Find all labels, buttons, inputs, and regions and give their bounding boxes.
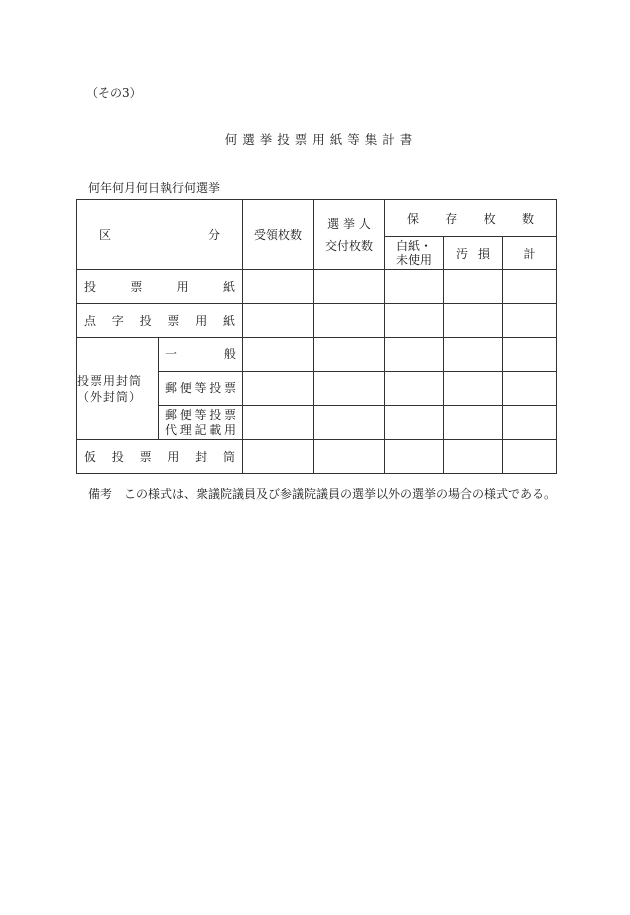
cell-empty — [444, 372, 503, 406]
cell-empty — [243, 406, 314, 440]
row-label-char: 紙 — [222, 280, 235, 294]
header-voter-issued-line2: 交付枚数 — [324, 238, 373, 253]
header-total-label: 計 — [523, 246, 536, 261]
row-group-envelope — [77, 338, 159, 440]
header-blank-line2: 未使用 — [395, 253, 432, 267]
header-soiled — [444, 237, 503, 270]
header-voter-issued-line1: 選 挙 人 — [327, 216, 371, 231]
row-label-char: 記 — [194, 422, 207, 437]
row-label-char: 投 — [111, 450, 124, 464]
row-label-char: 用 — [223, 422, 236, 437]
cell-empty — [314, 304, 385, 338]
cell-empty — [444, 440, 503, 474]
cell-empty — [243, 270, 314, 304]
header-blank-unused — [385, 237, 444, 270]
header-received-label: 受領枚数 — [253, 228, 302, 242]
cell-empty — [503, 406, 557, 440]
cell-empty — [314, 372, 385, 406]
cell-empty — [385, 440, 444, 474]
header-storage-count — [385, 200, 557, 237]
cell-empty — [385, 270, 444, 304]
row-label-char: 投 — [139, 314, 152, 328]
cell-empty — [503, 440, 557, 474]
cell-empty — [314, 338, 385, 372]
row-label-char: 用 — [167, 450, 180, 464]
document-title: 何選挙投票用紙等集計書 — [224, 132, 418, 147]
remark-note — [88, 485, 556, 502]
row-label-ballot-paper — [77, 270, 243, 304]
row-label-char: 便 — [179, 407, 192, 422]
header-storage-char: 数 — [521, 211, 534, 226]
cell-empty — [314, 406, 385, 440]
table-row — [77, 440, 557, 474]
header-storage-char: 保 — [407, 211, 420, 226]
header-received-count — [243, 200, 314, 270]
row-label-provisional-envelope — [77, 440, 243, 474]
row-label-char: 便 — [179, 381, 192, 395]
cell-empty — [444, 338, 503, 372]
header-category-char: 区 — [99, 228, 112, 242]
header-voter-issued-count — [314, 200, 385, 270]
election-name-label: 何年何月何日執行何選挙 — [88, 181, 221, 195]
row-label-char: 投 — [209, 407, 222, 422]
cell-empty — [385, 338, 444, 372]
cell-empty — [503, 304, 557, 338]
cell-empty — [385, 372, 444, 406]
row-label-postal-proxy — [159, 406, 243, 440]
header-category — [77, 200, 243, 270]
form-number-note: （その3） — [86, 86, 142, 100]
row-label-char: 字 — [111, 314, 124, 328]
envelope-group-line2: （外封筒） — [77, 389, 143, 404]
header-storage-char: 存 — [445, 211, 458, 226]
row-label-char: 封 — [195, 450, 208, 464]
row-label-char: 投 — [209, 381, 222, 395]
header-soiled-char: 汚 — [456, 246, 469, 261]
row-label-char: 筒 — [222, 450, 235, 464]
cell-empty — [314, 440, 385, 474]
row-label-char: 仮 — [84, 450, 97, 464]
row-label-general — [159, 338, 243, 372]
row-label-char: 紙 — [222, 314, 235, 328]
row-label-char: 郵 — [165, 381, 178, 395]
cell-empty — [503, 372, 557, 406]
row-label-char: 票 — [167, 314, 180, 328]
header-total — [503, 237, 557, 270]
cell-empty — [385, 406, 444, 440]
envelope-group-line1: 投票用封筒 — [77, 373, 143, 388]
row-label-char: 用 — [195, 314, 208, 328]
row-label-char: 投 — [84, 280, 97, 294]
cell-empty — [243, 338, 314, 372]
row-label-char: 般 — [223, 347, 236, 361]
row-label-char: 一 — [165, 347, 178, 361]
row-label-char: 載 — [209, 422, 222, 437]
table-row — [77, 270, 557, 304]
remark-text: この様式は、衆議院議員及び参議院議員の選挙以外の選挙の場合の様式である。 — [124, 487, 557, 501]
row-label-char: 票 — [130, 280, 143, 294]
row-label-char: 理 — [179, 422, 192, 437]
row-label-char: 票 — [223, 381, 236, 395]
row-label-braille-ballot — [77, 304, 243, 338]
row-label-char: 代 — [165, 422, 178, 437]
cell-empty — [503, 338, 557, 372]
row-label-char: 郵 — [165, 407, 178, 422]
cell-empty — [243, 304, 314, 338]
cell-empty — [385, 304, 444, 338]
row-label-postal-vote — [159, 372, 243, 406]
header-soiled-char: 損 — [477, 246, 490, 261]
cell-empty — [243, 440, 314, 474]
row-label-char: 点 — [84, 314, 97, 328]
header-storage-char: 枚 — [483, 211, 496, 226]
cell-empty — [503, 270, 557, 304]
cell-empty — [444, 406, 503, 440]
remark-label: 備考 — [88, 487, 113, 501]
cell-empty — [444, 270, 503, 304]
header-blank-line1: 白紙・ — [395, 239, 432, 253]
header-category-char: 分 — [207, 228, 220, 242]
cell-empty — [243, 372, 314, 406]
row-label-char: 等 — [194, 381, 207, 395]
row-label-char: 票 — [223, 407, 236, 422]
ballot-tally-table — [76, 199, 557, 474]
cell-empty — [314, 270, 385, 304]
table-row — [77, 338, 557, 372]
row-label-char: 用 — [176, 280, 189, 294]
table-row — [77, 304, 557, 338]
cell-empty — [444, 304, 503, 338]
row-label-char: 票 — [139, 450, 152, 464]
row-label-char: 等 — [194, 407, 207, 422]
